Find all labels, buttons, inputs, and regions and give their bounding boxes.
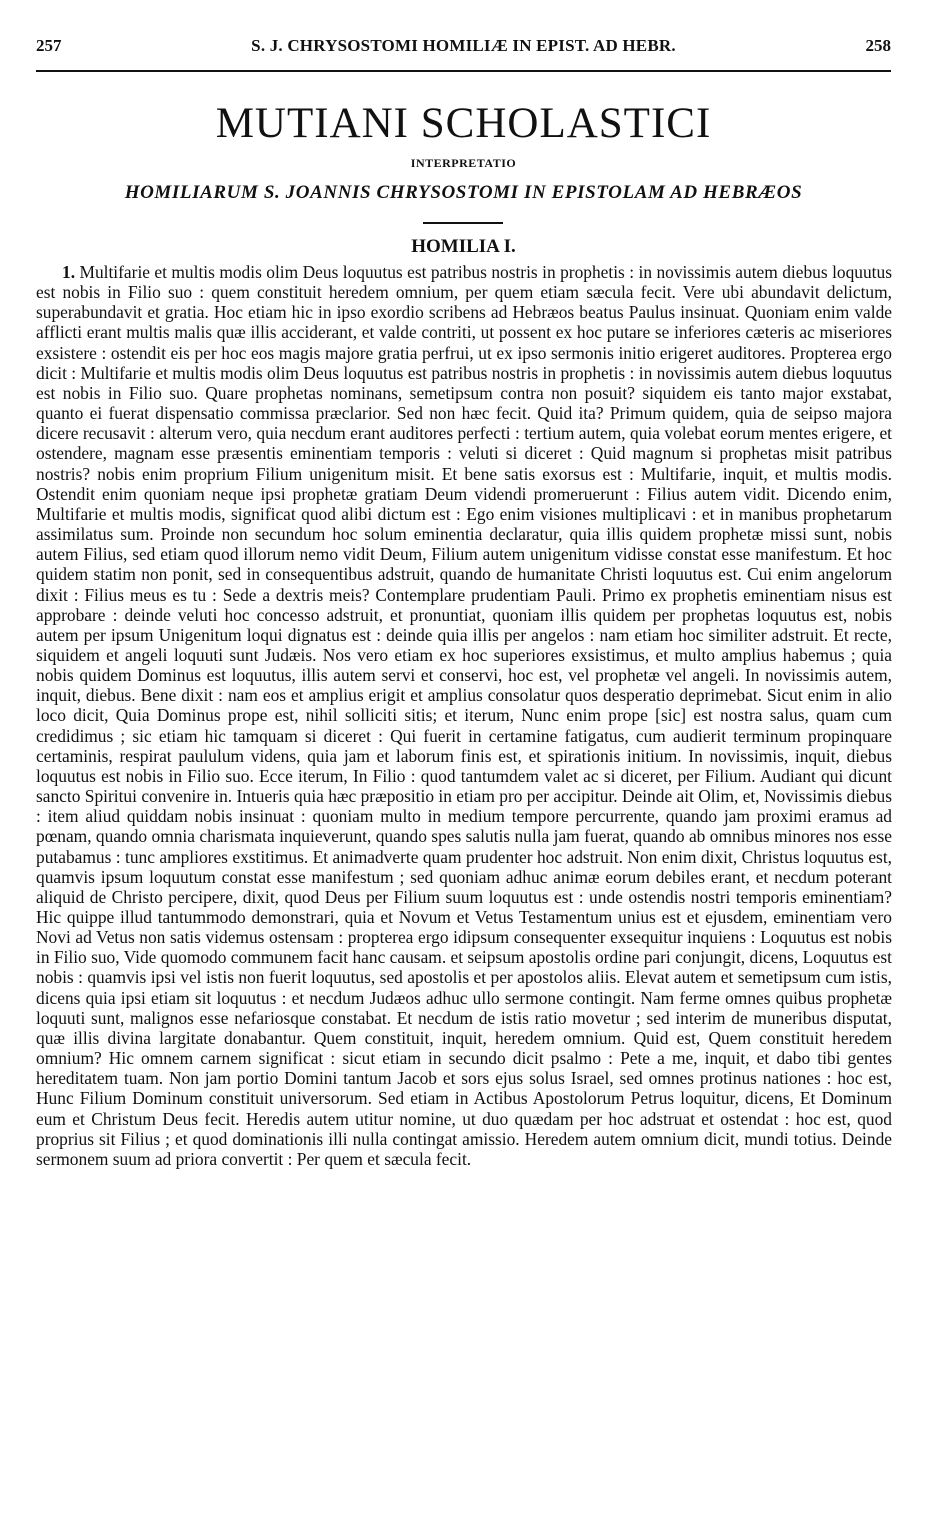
page-number-right: 258: [865, 36, 891, 55]
running-header: [36, 36, 891, 62]
body-text: [36, 262, 892, 1169]
header-rule: [36, 70, 891, 72]
paragraph: [36, 262, 892, 1169]
page-title: MUTIANI SCHOLASTICI: [215, 100, 712, 147]
paragraph-text: Multifarie et multis modis olim Deus loquutus est patribus nostris in prophetis : in novissimis autem diebus loquutus est nobis in Filio suo : quem constituit heredem omnium, per quem etiam sæcula fecit. Vere ubi abundavit delictum, superabundavit et gratia. Hoc etiam hic in ipso exordio scribens ad Hebræos beatus Paulus insinuat. Quoniam enim valde afflicti erant multis malis quæ illis acciderant, et valde contriti, ut possent ex hoc putare se inferiores cæteris ac miseriores exsistere : ostendit eis per hoc eos magis majore gratia perfrui, ut ex ipso sermonis initio erigeret auditores. Propterea ergo dicit : Multifarie et multis modis olim Deus loquutus est patribus nostris in prophetis : in novissimis autem diebus loquutus est nobis in Filio suo. Quare prophetas nominans, semetipsum contra non posuit? siquidem eis tanto major exstabat, quanto ei fuerat dispensatio commissa præclarior. Sed non hæc fecit. Quid ita? Primum quidem, quia de seipso majora dicere recusavit : alterum vero, quia necdum erant auditores perfecti : tertium autem, quia volebat eorum mentes erigere, et ostendere, magnam esse præsentis eminentiam temporis : veluti si diceret : Quid magnum si prophetas misit patribus nostris? nobis enim proprium Filium unigenitum misit. Et bene satis exorsus est : Multifarie, inquit, et multis modis. Ostendit enim quoniam neque ipsi prophetæ gratiam Deum videndi promeruerunt : Filius autem vidit. Dicendo enim, Multifarie et multis modis, significat quod alibi dictum est : Ego enim visiones multiplicavi : et in manibus prophetarum assimilatus sum. Proinde non secundum hoc solum eminentia declaratur, quia illis quidem prophetæ missi sunt, nobis autem Filius, sed etiam quod illorum nemo vidit Deum, Filium autem unigenitum vidisse constat esse manifestum. Et hoc quidem statim non ponit, sed in consequentibus adstruit, quando de humanitate Christi loquutus est. Cui enim angelorum dixit : Filius meus es tu : Sede a dextris meis? Contemplare prudentiam Pauli. Primo ex prophetis eminentiam nisus est approbare : deinde veluti hoc concesso adstruit, et pronuntiat, quoniam illis quidem per prophetas loquutus est, nobis autem per ipsum Unigenitum loqui dignatus est : deinde quia illis per angelos : nam etiam hoc similiter adstruit. Et recte, siquidem et angeli loquuti sunt Judæis. Nos vero etiam ex hoc superiores exsistimus, et multo amplius habemus ; quia nobis quidem Dominus est loquutus, illis autem servi et conservi, hoc est, vel prophetæ vel angeli. In novissimis autem, inquit, diebus. Bene dixit : nam eos et amplius erigit et amplius consolatur quos desperatio deprimebat. Sicut enim in alio loco dicit, Quia Dominus prope est, nihil solliciti sitis; et iterum, Nunc enim prope [sic] est nostra salus, quam cum credidimus ; sic etiam hic tamquam si diceret : Qui fuerit in certamine fatigatus, cum audierit terminum propinquare certaminis, respirat paululum videns, quia jam et laborum finis est, et spirationis initium. In novissimis, inquit, diebus loquutus est nobis in Filio suo. Ecce iterum, In Filio : quod tantumdem valet ac si diceret, per Filium. Audiant qui dicunt sancto Spiritui convenire in. Intueris quia hæc præpositio in etiam pro per accipitur. Deinde ait Olim, et, Novissimis diebus : item aliud quiddam nobis insinuat : quoniam multo in medium tempore percurrente, quando jam proximi eramus ad pœnam, quando omnia charismata inquieverunt, quando spes salutis nulla jam fuerat, quando ab omnibus minores nos esse putabamus : tunc ampliores exstitimus. Et animadverte quam prudenter hoc adstruit. Non enim dixit, Christus loquutus est, quamvis ipsum loquutum constat esse manifestum ; sed quoniam adhuc animæ eorum debiles erant, et necdum poterant aliquid de Christo percipere, dixit, quod Deus per Filium suum loquutus est : unde ostendis nostri temporis eminentiam? Hic quippe illud tantummodo demonstrari, quia et Novum et Vetus Testamentum unius est et ejusdem, eminentiam vero Novi ad Vetus non satis videmus ostensam : propterea ergo idipsum consequenter exsequitur inquiens : Loquutus est nobis in Filio suo, Vide quomodo communem facit hanc causam. et seipsum apostolis ordine pari conjungit, dicens, Loquutus est nobis : quamvis ipsi vel istis non fuerit loquutus, sed apostolis et per apostolos aliis. Elevat autem et semetipsum cum istis, dicens quia ipsi etiam sit loquutus : et necdum Judæos adhuc ullo sermone contingit. Nam ferme omnes quibus prophetæ loquuti sunt, malignos esse nefariosque constabat. Et necdum de istis ratio movetur ; sed interim de muneribus disputat, quæ illis divina largitate donabantur. Quem constituit, inquit, heredem omnium. Quid est, Quem constituit heredem omnium? Hic omnem carnem significat : sicut etiam in secundo dicit psalmo : Pete a me, inquit, et dabo tibi gentes hereditatem tuam. Non jam portio Domini tantum Jacob et sors ejus solus Israel, sed omnes protinus nationes : hoc est, Hunc Filium Dominum constituit universorum. Sed etiam in Actibus Apostolorum Petrus loquitur, dicens, Et Dominum eum et Christum Deus fecit. Heredis autem utitur nomine, ut duo quædam per hoc adstruat et ostendat : hoc est, quod proprius sit Filius ; et quod dominationis illi nulla contingat amissio. Heredem autem omnium dicit, mundi totius. Deinde sermonem suum ad priora convertit : Per quem et sæcula fecit.: [36, 262, 892, 1169]
interpretatio-label: INTERPRETATIO: [410, 156, 517, 170]
page-subtitle: HOMILIARUM S. JOANNIS CHRYSOSTOMI IN EPISTOLAM AD HEBRÆOS: [124, 182, 803, 203]
page-number-left: 257: [36, 36, 62, 55]
running-title: S. J. CHRYSOSTOMI HOMILIÆ IN EPIST. AD HEBR.: [251, 36, 676, 55]
section-heading: HOMILIA I.: [411, 236, 516, 257]
title-divider: [423, 222, 503, 224]
paragraph-number: 1.: [62, 262, 76, 282]
